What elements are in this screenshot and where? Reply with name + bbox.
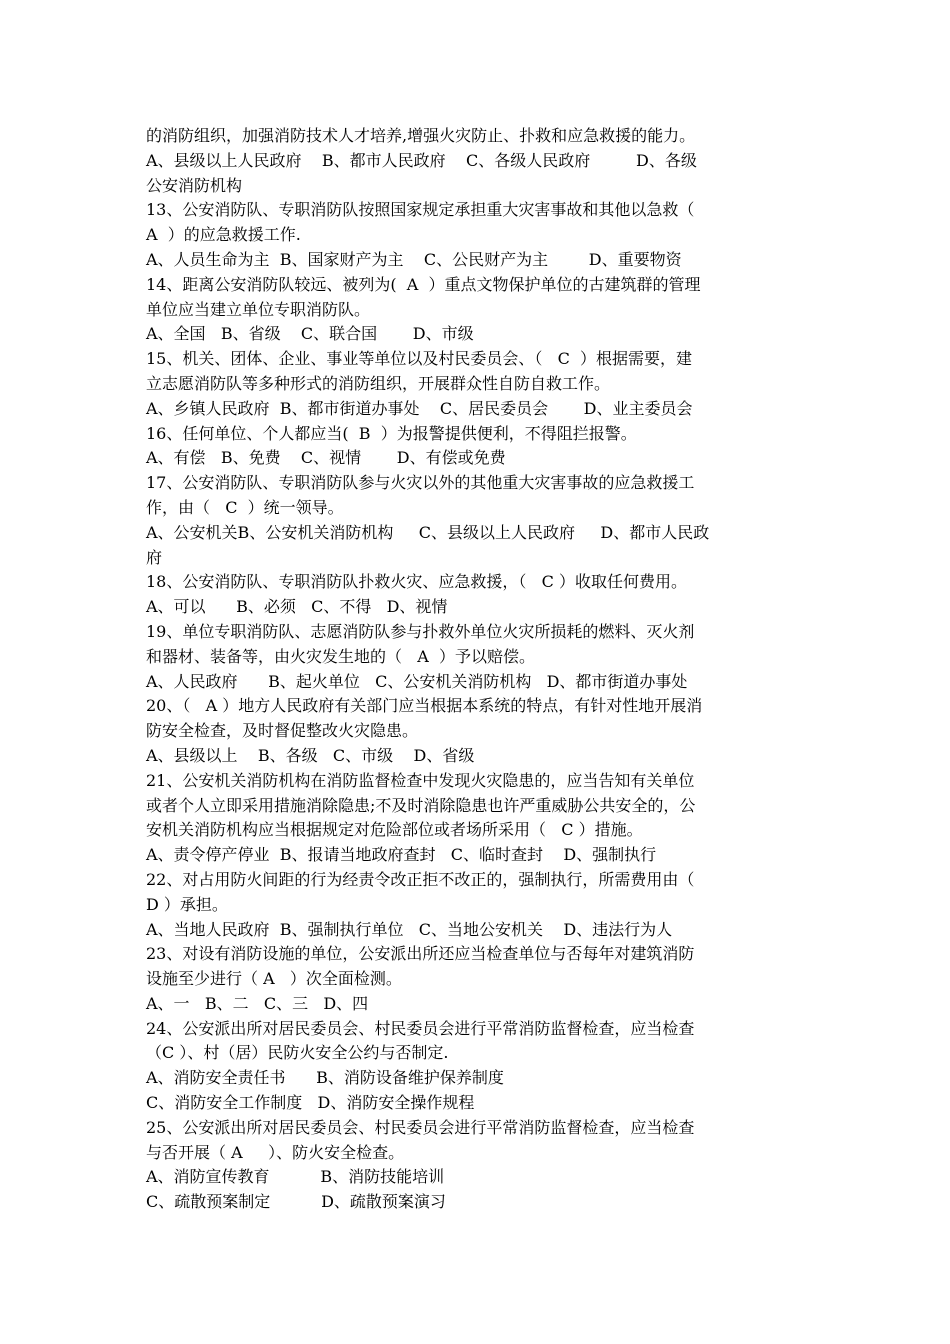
document-page: [146, 124, 814, 1215]
answer-options: C、消防安全工作制度 D、消防安全操作规程: [146, 1093, 475, 1113]
question-24: 24、公安派出所对居民委员会、村民委员会进行平常消防监督检查，应当检查: [146, 1018, 695, 1038]
answer-options: A、县级以上 B、各级 C、市级 D、省级: [146, 745, 475, 765]
question-19: 19、单位专职消防队、志愿消防队参与扑救外单位火灾所损耗的燃料、灭火剂: [146, 621, 695, 641]
question-17: 作，由（ C ）统一领导。: [146, 497, 344, 517]
answer-options: A、乡镇人民政府 B、都市街道办事处 C、居民委员会 D、业主委员会: [146, 398, 693, 418]
question-15: 立志愿消防队等多种形式的消防组织，开展群众性自防自救工作。: [146, 373, 611, 393]
question-25: 25、公安派出所对居民委员会、村民委员会进行平常消防监督检查，应当检查: [146, 1117, 695, 1137]
question-14: 单位应当建立单位专职消防队。: [146, 299, 371, 319]
answer-options: C、疏散预案制定 D、疏散预案演习: [146, 1192, 446, 1212]
answer-options: A、人民政府 B、起火单位 C、公安机关消防机构 D、都市街道办事处: [146, 671, 688, 691]
question-23: 23、对设有消防设施的单位，公安派出所还应当检查单位与否每年对建筑消防: [146, 944, 695, 964]
question-13: 13、公安消防队、专职消防队按照国家规定承担重大灾害事故和其他以急救（: [146, 200, 695, 220]
question-20: 20、（ A ）地方人民政府有关部门应当根据本系统的特点，有针对性地开展消: [146, 696, 703, 716]
question-21: 21、公安机关消防机构在消防监督检查中发现火灾隐患的，应当告知有关单位: [146, 770, 695, 790]
question-19: 和器材、装备等，由火灾发生地的（ A ）予以赔偿。: [146, 646, 535, 666]
answer-options: A、有偿 B、免费 C、视情 D、有偿或免费: [146, 448, 506, 468]
question-17: 17、公安消防队、专职消防队参与火灾以外的其他重大灾害事故的应急救援工: [146, 473, 695, 493]
answer-options: A、全国 B、省级 C、联合国 D、市级: [146, 324, 474, 344]
question-18: 18、公安消防队、专职消防队扑救火灾、应急救援，（ C ）收取任何费用。: [146, 572, 687, 592]
question-16: 16、任何单位、个人都应当( B ）为报警提供便利，不得阻拦报警。: [146, 423, 637, 443]
question-14: 14、距离公安消防队较远、被列为( A ）重点文物保护单位的古建筑群的管理: [146, 274, 701, 294]
answer-options: A、公安机关B、公安机关消防机构 C、县级以上人民政府 D、都市人民政: [146, 522, 710, 542]
answer-options: A、可以 B、必须 C、不得 D、视情: [146, 597, 448, 617]
question-25: 与否开展（ A ）、防火安全检查。: [146, 1142, 405, 1162]
answer-options: A、消防宣传教育 B、消防技能培训: [146, 1167, 445, 1187]
question-24: （C ）、村（居）民防火安全公约与否制定.: [146, 1043, 449, 1063]
question-21: 安机关消防机构应当根据规定对危险部位或者场所采用（ C ）措施。: [146, 820, 643, 840]
question-15: 15、机关、团体、企业、事业等单位以及村民委员会、（ C ）根据需要，建: [146, 349, 693, 369]
answer-options: A、人员生命为主 B、国家财产为主 C、公民财产为主 D、重要物资: [146, 249, 682, 269]
question-22: D ）承担。: [146, 894, 228, 914]
answer-options: 府: [146, 547, 163, 567]
question-20: 防安全检查，及时督促整改火灾隐患。: [146, 721, 419, 741]
answer-options: A、责令停产停业 B、报请当地政府查封 C、临时查封 D、强制执行: [146, 845, 657, 865]
question-22: 22、对占用防火间距的行为经责令改正拒不改正的，强制执行，所需费用由（: [146, 869, 695, 889]
answer-options: 公安消防机构: [146, 175, 243, 195]
question-23: 设施至少进行（ A ）次全面检测。: [146, 969, 402, 989]
answer-options: A、县级以上人民政府 B、都市人民政府 C、各级人民政府 D、各级: [146, 150, 697, 170]
answer-options: A、一 B、二 C、三 D、四: [146, 993, 369, 1013]
text-line: 的消防组织，加强消防技术人才培养,增强火灾防止、扑救和应急救援的能力。: [146, 126, 696, 145]
question-13: A ）的应急救援工作.: [146, 225, 301, 245]
question-21: 或者个人立即采用措施消除隐患;不及时消除隐患也许严重威胁公共安全的，公: [146, 795, 696, 815]
answer-options: A、当地人民政府 B、强制执行单位 C、当地公安机关 D、违法行为人: [146, 919, 673, 939]
answer-options: A、消防安全责任书 B、消防设备维护保养制度: [146, 1068, 504, 1088]
